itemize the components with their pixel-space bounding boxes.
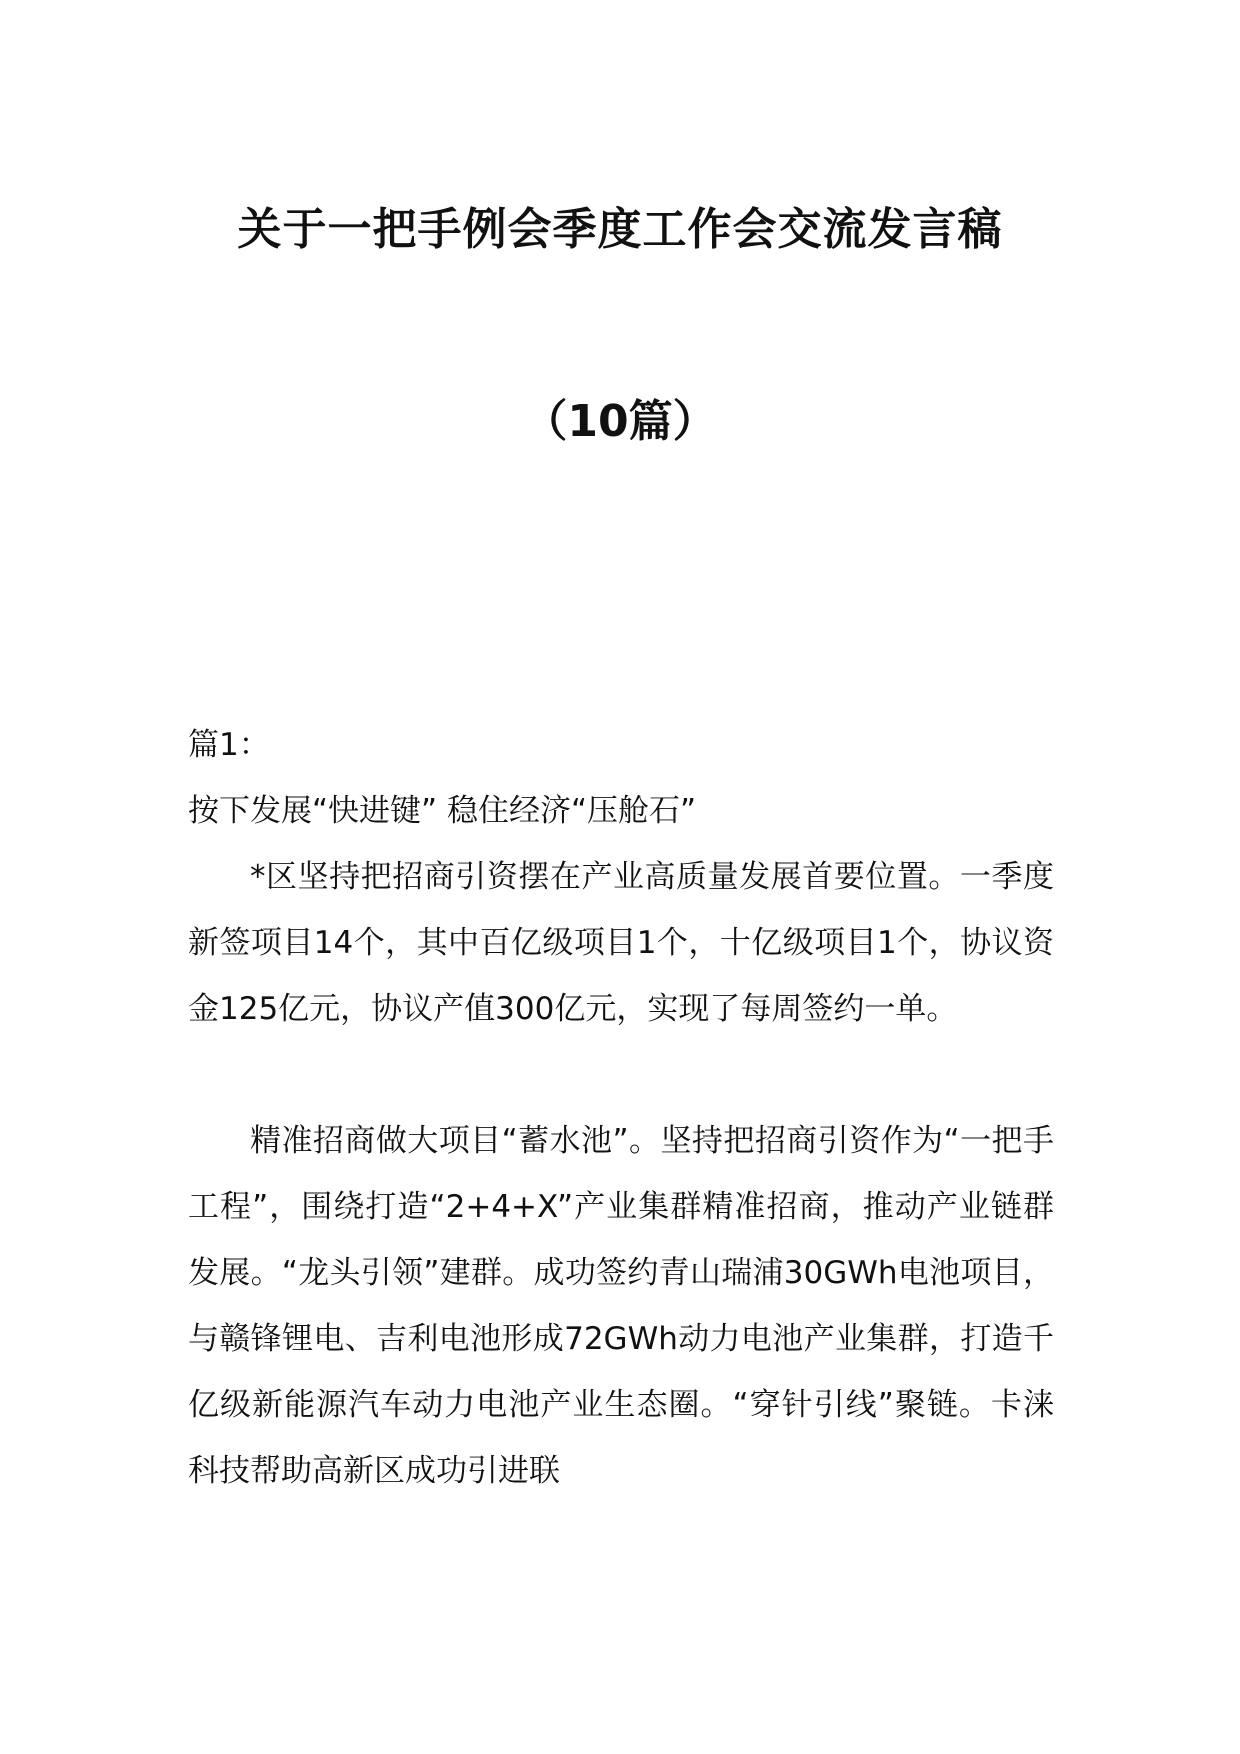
body-paragraph-2: 精准招商做大项目“蓄水池”。坚持把招商引资作为“一把手工程”，围绕打造“2+4+X”产业集群精准招商，推动产业链群发展。“龙头引领”建群。成功签约青山瑞浦30GWh电池项目，与赣锋锂电、吉利电池形成72GWh动力电池产业集群，打造千亿级新能源汽车动力电池产业生态圈。“穿针引线”聚链。卡涞科技帮助高新区成功引进联 [188, 1123, 1054, 1489]
document-title: 关于一把手例会季度工作会交流发言稿 [237, 204, 1003, 255]
body-paragraph-1: *区坚持把招商引资摆在产业高质量发展首要位置。一季度新签项目14个，其中百亿级项目1个，十亿级项目1个，协议资金125亿元，协议产值300亿元，实现了每周签约一单。 [188, 859, 1054, 1027]
document-body [188, 712, 1054, 1504]
section-heading: 按下发展“快进键” 稳住经济“压舱石” [188, 793, 697, 829]
section-label: 篇1： [188, 727, 270, 763]
document-subtitle: （10篇） [523, 396, 717, 447]
